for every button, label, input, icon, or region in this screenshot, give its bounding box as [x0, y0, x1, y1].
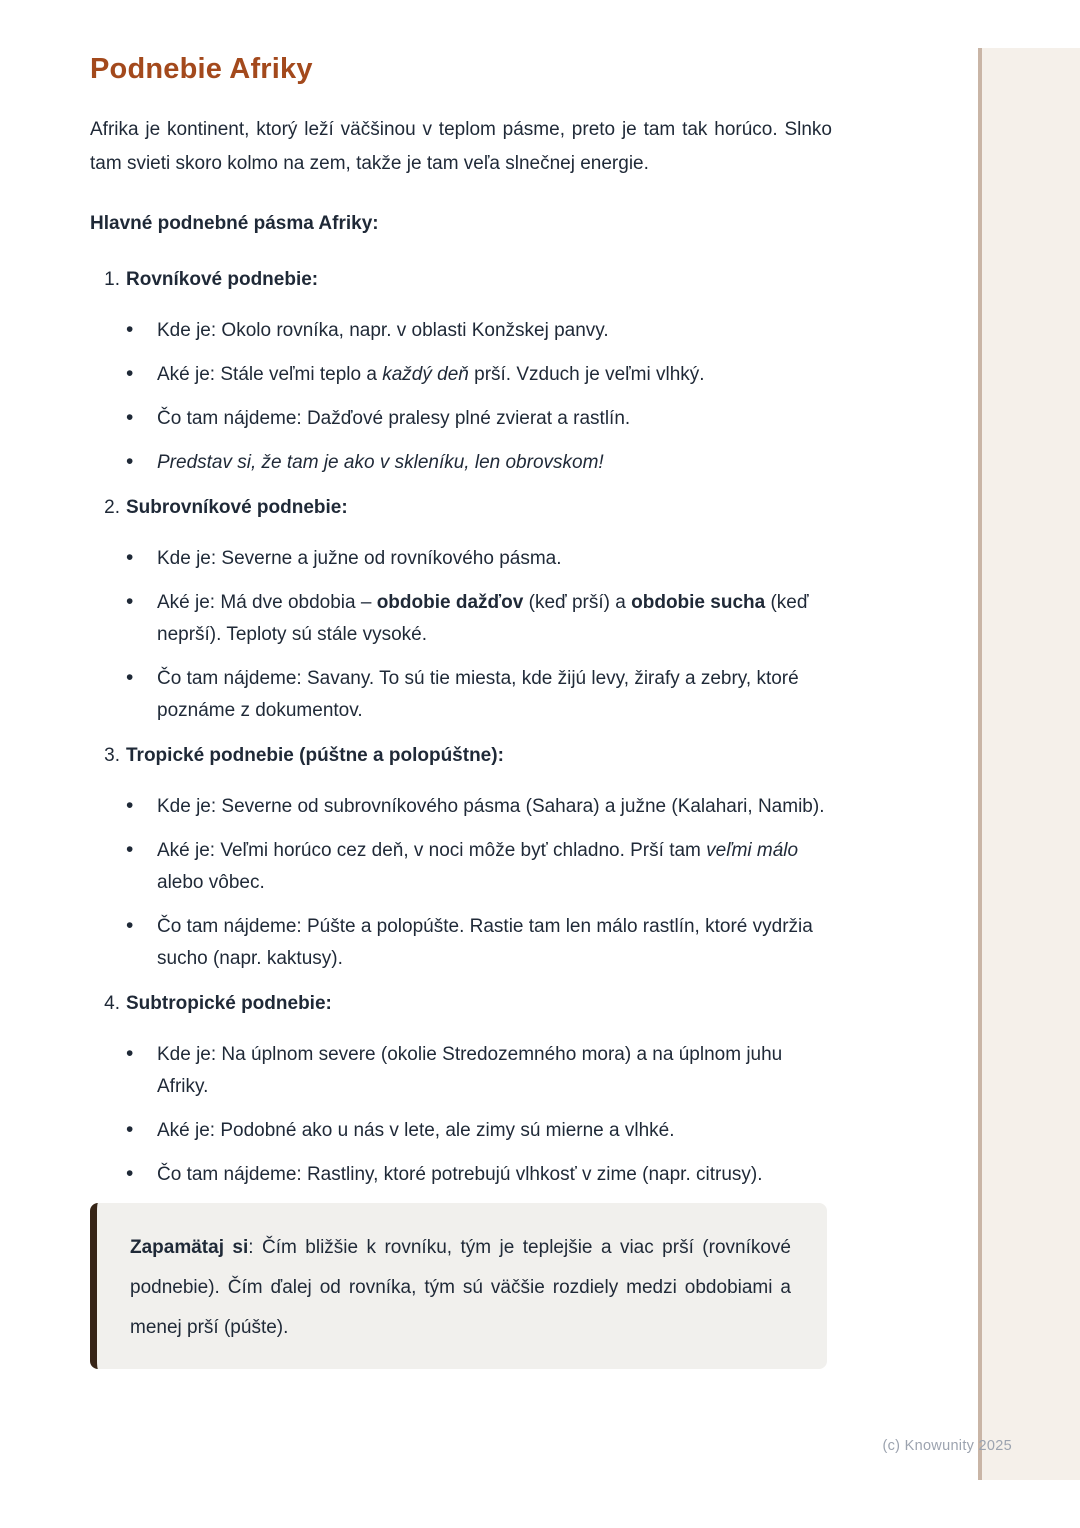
- text-segment: Čo tam nájdeme: Dažďové pralesy plné zvierat a rastlín.: [157, 407, 631, 429]
- section-heading: [90, 739, 832, 773]
- section-subtropicke-podnebie: [90, 987, 832, 1191]
- text-segment: Čo tam nájdeme: Púšte a polopúšte. Rastie tam len málo rastlín, ktoré vydržia sucho (napr. kaktusy).: [157, 915, 813, 969]
- bullet-item: [90, 447, 832, 479]
- page-title: Podnebie Afriky: [90, 53, 313, 85]
- section-heading: [90, 263, 832, 297]
- section-title: Rovníkové podnebie:: [126, 268, 319, 290]
- section-title: Subrovníkové podnebie:: [126, 496, 348, 518]
- text-segment: Čo tam nájdeme: Savany. To sú tie miesta, kde žijú levy, žirafy a zebry, ktoré poznáme z dokumentov.: [157, 667, 799, 721]
- text-segment: (keď neprší). Teploty sú stále vysoké.: [157, 591, 809, 645]
- section-heading: [90, 987, 832, 1021]
- text-segment: obdobie sucha: [631, 591, 766, 613]
- copyright-watermark: (c) Knowunity 2025: [882, 1438, 1012, 1454]
- section-number: 2.: [104, 496, 120, 518]
- text-segment: Čo tam nájdeme: Rastliny, ktoré potrebujú vlhkosť v zime (napr. citrusy).: [157, 1163, 763, 1185]
- text-segment: Aké je: Veľmi horúco cez deň, v noci môže byť chladno. Prší tam: [157, 839, 707, 861]
- intro-paragraph: Afrika je kontinent, ktorý leží väčšinou v teplom pásme, preto je tam tak horúco. Slnko tam svieti skoro kolmo na zem, takže je tam veľa slnečnej energie.: [90, 118, 832, 174]
- bullet-item: [90, 359, 832, 391]
- text-segment: Aké je: Stále veľmi teplo a: [157, 363, 383, 385]
- bullet-item: [90, 587, 832, 651]
- bullet-list: [90, 543, 832, 727]
- bullet-item: [90, 663, 832, 727]
- bullet-item: [90, 315, 832, 347]
- text-segment: veľmi málo: [706, 839, 799, 861]
- climate-zone-list: [90, 263, 832, 1191]
- bullet-item: [90, 403, 832, 435]
- section-number: 1.: [104, 268, 120, 290]
- bullet-list: [90, 315, 832, 479]
- section-title: Tropické podnebie (púštne a polopúštne):: [126, 744, 504, 766]
- remember-callout-box: [90, 1203, 827, 1369]
- list-heading: Hlavné podnebné pásma Afriky:: [90, 212, 379, 234]
- section-heading: [90, 491, 832, 525]
- text-segment: každý deň: [382, 363, 469, 385]
- text-segment: prší. Vzduch je veľmi vlhký.: [468, 363, 705, 385]
- text-segment: Kde je: Severne a južne od rovníkového pásma.: [157, 547, 562, 569]
- text-segment: obdobie dažďov: [376, 591, 524, 613]
- right-margin-strip: [978, 48, 1080, 1480]
- bullet-list: [90, 1039, 832, 1191]
- text-segment: alebo vôbec.: [157, 871, 265, 893]
- text-segment: Kde je: Severne od subrovníkového pásma (Sahara) a južne (Kalahari, Namib).: [157, 795, 825, 817]
- bullet-item: [90, 1039, 832, 1103]
- text-segment: Aké je: Má dve obdobia –: [157, 591, 377, 613]
- bullet-item: [90, 835, 832, 899]
- text-segment: Kde je: Na úplnom severe (okolie Stredozemného mora) a na úplnom juhu Afriky.: [157, 1043, 783, 1097]
- bullet-item: [90, 1159, 832, 1191]
- bullet-list: [90, 791, 832, 975]
- text-segment: (keď prší) a: [523, 591, 632, 613]
- section-subrovnikove-podnebie: [90, 491, 832, 727]
- text-segment: Aké je: Podobné ako u nás v lete, ale zimy sú mierne a vlhké.: [157, 1119, 675, 1141]
- section-rovnikove-podnebie: [90, 263, 832, 479]
- section-title: Subtropické podnebie:: [126, 992, 332, 1014]
- bullet-item: [90, 543, 832, 575]
- text-segment: : Čím bližšie k rovníku, tým je teplejšie a viac prší (rovníkové podnebie). Čím ďalej od rovníka, tým sú väčšie rozdiely medzi obdobiami a menej prší (púšte).: [130, 1236, 792, 1338]
- bullet-item: [90, 1115, 832, 1147]
- section-number: 3.: [104, 744, 120, 766]
- text-segment: Zapamätaj si: [130, 1236, 249, 1258]
- text-segment: Kde je: Okolo rovníka, napr. v oblasti Konžskej panvy.: [157, 319, 609, 341]
- section-number: 4.: [104, 992, 120, 1014]
- callout-text: [130, 1228, 791, 1348]
- bullet-item: [90, 791, 832, 823]
- section-tropicke-podnebie: [90, 739, 832, 975]
- text-segment: Predstav si, že tam je ako v skleníku, len obrovskom!: [157, 451, 604, 473]
- bullet-item: [90, 911, 832, 975]
- document-content: [90, 52, 832, 1369]
